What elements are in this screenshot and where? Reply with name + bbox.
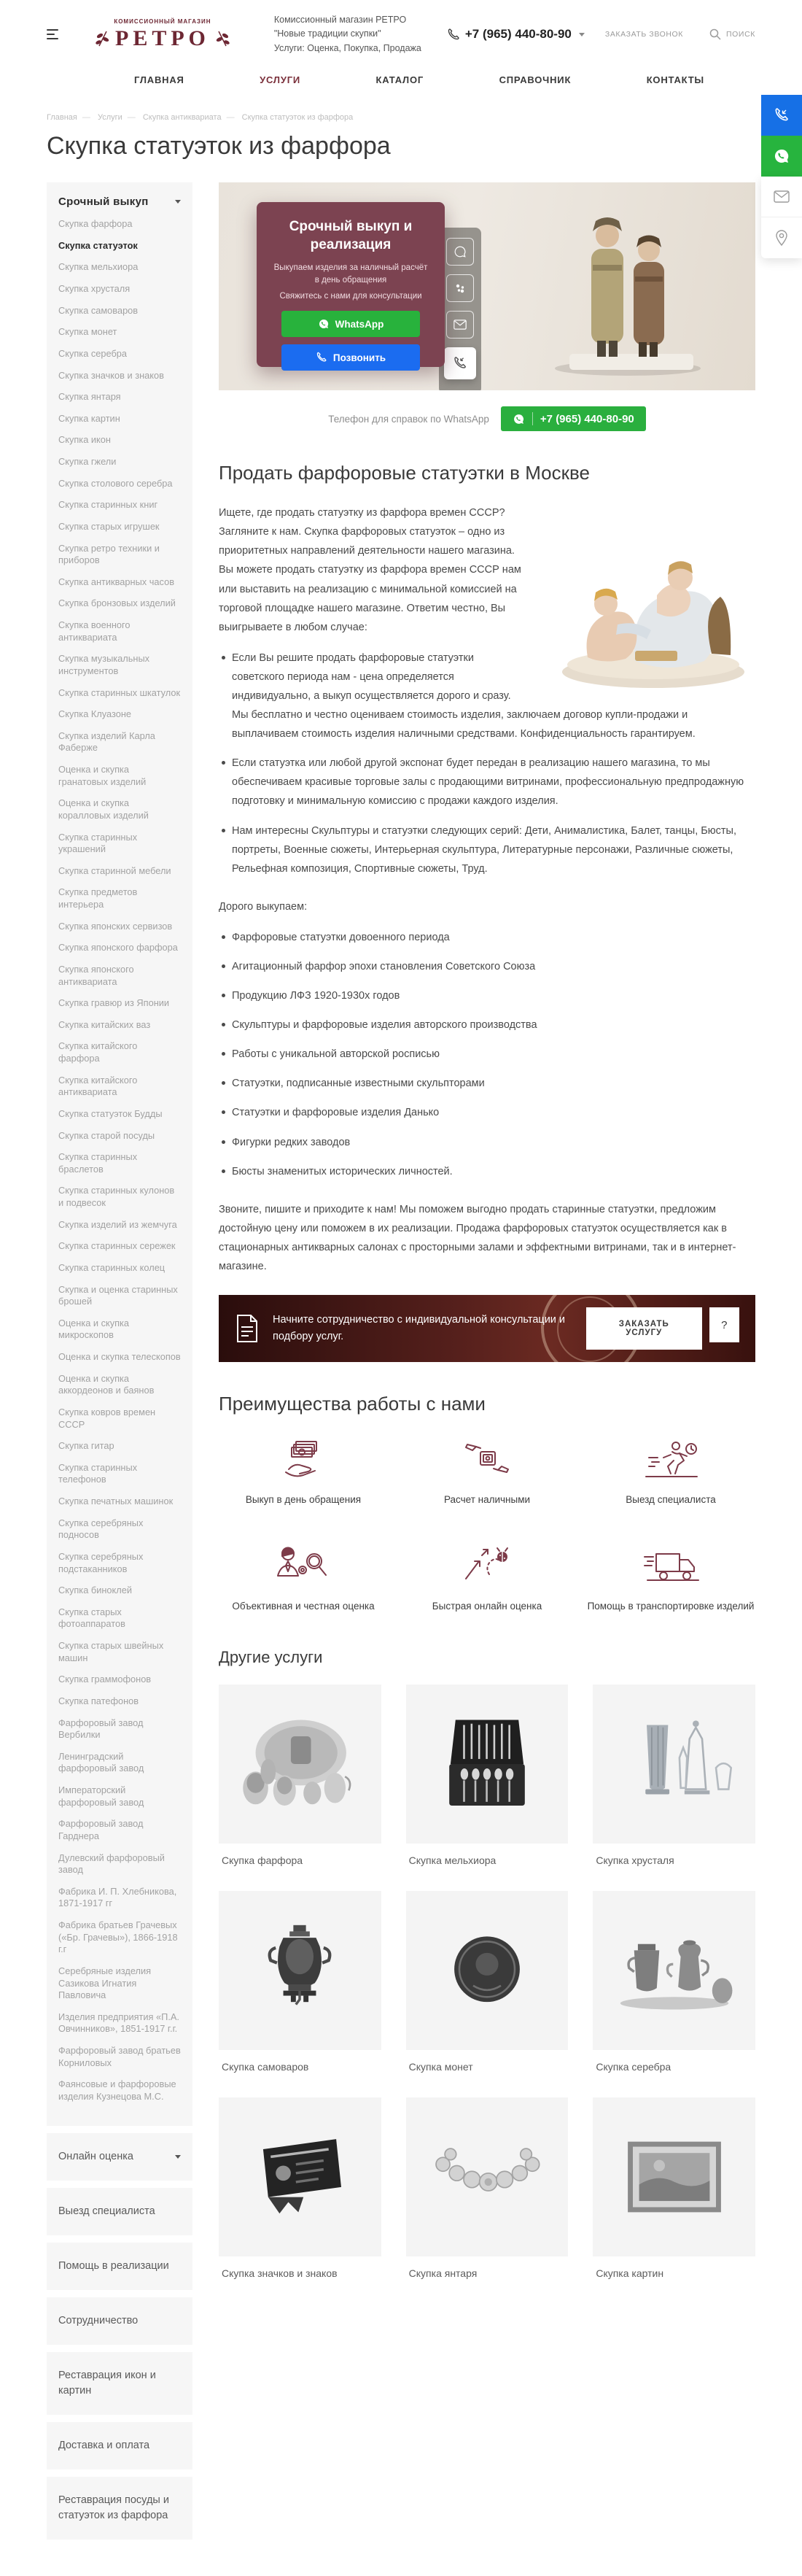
sidebar-item[interactable]: Ленинградский фарфоровый завод [58,1750,144,1774]
buy-list-item: Бюсты знаменитых исторических личностей. [219,1162,755,1181]
service-caption: Скупка значков и знаков [222,2267,338,2279]
page-title: Скупка статуэток из фарфора [47,132,391,160]
arrow-growth-bug-icon [460,1545,514,1587]
sidebar-item[interactable]: Скупка предметов интерьера [58,886,138,910]
breadcrumb-current: Скупка статуэток из фарфора [241,113,354,123]
phone-icon [448,28,459,40]
sidebar-item[interactable]: Дулевский фарфоровый завод [58,1852,165,1876]
sidebar-item[interactable]: Скупка изделий из жемчуга [58,1218,177,1230]
nav-item-spravochnik[interactable]: СПРАВОЧНИК [499,74,572,86]
service-card-silver[interactable] [593,1891,755,2073]
sidebar-item[interactable]: Скупка Клуазоне [58,708,132,720]
article-intro: Ищете, где продать статуэтку из фарфора времен СССР? Загляните к нам. Скупка фарфоровых статуэток – одно из приоритетных направлений деятельности нашего магазина. Вы можете продать статуэтку из фарфора времен СССР нам или выставить на реализацию с минимальной комиссией на торговой площадке нашего магазине. Ответим честно, Вы выигрываете в любом случае: [219,507,521,633]
cta-banner [219,1295,755,1362]
breadcrumb-services[interactable]: Услуги [97,113,122,123]
hero-title: Срочный выкуп и реализация [289,219,413,252]
buy-list-item: Агитационный фарфор эпохи становления Советского Союза [219,957,755,976]
sidebar-item[interactable]: Скупка военного антиквариата [58,619,131,643]
sidebar-item[interactable]: Скупка серебряных подносов [58,1517,144,1541]
article-bullet: Нам интересны Скульптуры и статуэтки следующих серий: Дети, Анималистика, Балет, танцы, Бюсты, портреты, Военные сюжеты, Интерьерная скульптура, Литературные персонажи, Различные сюжеты, Рельефная композиция, Спортивные сюжеты, Труд. [219,821,755,878]
amber-necklace-image [418,2122,556,2232]
benefit-honest-appraisal: Объективная и честная оценка [219,1541,388,1614]
sidebar-item[interactable]: Скупка мельхиора [58,261,139,273]
cash-exchange-icon [462,1439,513,1481]
service-caption: Скупка самоваров [222,2060,309,2073]
site-header [0,0,802,85]
sidebar-item[interactable]: Скупка японских сервизов [58,920,173,932]
buy-list-item: Статуэтки, подписанные известными скульпторами [219,1074,755,1093]
logo-subtitle: КОМИССИОННЫЙ МАГАЗИН [114,18,211,25]
sidebar-item[interactable]: Скупка старых фотоаппаратов [58,1606,125,1630]
services-grid [219,1685,755,2279]
sidebar-list [58,218,181,2103]
sidebar-item[interactable]: Скупка старинных кулонов и подвесок [58,1185,175,1208]
search-label: ПОИСК [726,30,755,39]
search-icon [709,28,721,40]
hero-subtitle: Выкупаем изделия за наличный расчёт в день обращения [273,263,428,285]
service-caption: Скупка хрусталя [596,1854,674,1866]
silver-set-image [605,1916,744,2025]
collapse-toggle-icon[interactable] [175,2155,181,2159]
collapse-toggle-icon[interactable] [175,200,181,204]
order-call-link[interactable]: ЗАКАЗАТЬ ЗВОНОК [604,30,684,39]
sidebar-item[interactable]: Оценка и скупка гранатовых изделий [58,764,147,787]
service-caption: Скупка фарфора [222,1854,303,1866]
services-heading: Другие услуги [219,1647,323,1666]
hero-whatsapp-button[interactable]: WhatsApp [281,311,420,337]
service-caption: Скупка серебра [596,2060,671,2073]
sidebar-item[interactable]: Скупка столового серебра [58,477,173,489]
buy-list-item: Статуэтки и фарфоровые изделия Данько [219,1103,755,1122]
benefit-transport-help: Помощь в транспортировке изделий [586,1541,755,1614]
whatsapp-icon [513,413,525,425]
header-tagline: Комиссионный магазин РЕТРО "Новые традиции скупки" Услуги: Оценка, Покупка, Продажа [273,15,421,53]
sidebar-item[interactable]: Скупка самоваров [58,304,139,316]
article-heading: Продать фарфоровые статуэтки в Москве [219,462,590,484]
sidebar-item-pomosh[interactable]: Помощь в реализации [47,2243,192,2290]
logo-text: РЕТРО [115,26,210,50]
sidebar-section-urgent-buyout[interactable]: Срочный выкуп [58,196,181,208]
sidebar-item[interactable]: Скупка китайского фарфора [58,1040,138,1064]
sidebar-item[interactable]: Скупка монет [58,326,117,338]
sidebar-item[interactable]: Скупка икон [58,434,111,446]
article-body [219,503,755,1276]
sidebar-item[interactable]: Императорский фарфоровый завод [58,1784,144,1808]
sidebar-item[interactable]: Изделия предприятия «П.А. Овчинников», 1851-1917 г.г. [58,2011,179,2035]
running-person-clock-icon [642,1439,700,1481]
nav-item-glavnaya[interactable]: ГЛАВНАЯ [134,74,184,86]
header-phone[interactable] [448,27,585,42]
sidebar-item[interactable]: Скупка старинных колец [58,1261,166,1273]
sidebar-item[interactable]: Оценка и скупка телескопов [58,1351,181,1362]
service-card-melchior[interactable] [406,1685,569,1866]
whatsapp-icon [773,147,790,165]
sidebar-item-vyezd[interactable]: Выезд специалиста [47,2188,192,2235]
breadcrumb-home[interactable]: Главная [47,113,77,123]
sidebar-item[interactable]: Фабрика братьев Грачевых («Бр. Грачевы»), 1866-1918 г.г [58,1919,178,1955]
mail-icon [774,190,790,203]
hero-panel [257,202,445,367]
mail-icon[interactable] [446,311,474,339]
appraiser-magnifier-icon [275,1545,332,1587]
benefit-cash-payment: Расчет наличными [402,1434,572,1507]
breadcrumb: Главная — Услуги — Скупка антиквариата — Скупка статуэток из фарфора [47,113,354,123]
breadcrumb-antiques[interactable]: Скупка антиквариата [142,113,222,123]
sidebar-item-sotrudnichestvo[interactable]: Сотрудничество [47,2297,192,2345]
sidebar-item[interactable]: Скупка статуэток [58,239,138,251]
service-caption: Скупка мельхиора [408,1854,497,1866]
sidebar-item[interactable]: Скупка старинных украшений [58,831,138,855]
buy-list-item: Работы с уникальной авторской росписью [219,1045,755,1064]
buy-list-item: Фарфоровые статуэтки довоенного периода [219,928,755,947]
floating-contact-stack [761,95,802,258]
buy-list-item: Продукцию ЛФЗ 1920-1930х годов [219,986,755,1005]
whatsapp-phone-number: +7 (965) 440-80-90 [540,412,634,425]
sidebar-item[interactable]: Фарфоровый завод братьев Корниловых [58,2045,181,2068]
truck-icon [640,1545,701,1587]
logo[interactable] [95,18,230,51]
sidebar-item[interactable]: Скупка граммофонов [58,1674,152,1685]
sidebar-item[interactable]: Скупка патефонов [58,1695,139,1706]
service-card-coins[interactable] [406,1891,569,2073]
sidebar-item[interactable]: Скупка старинных сережек [58,1240,176,1252]
porcelain-set-image [230,1709,369,1819]
sidebar-item[interactable]: Скупка картин [58,412,120,424]
benefit-specialist-visit: Выезд специалиста [586,1434,755,1507]
help-button[interactable]: ? [709,1307,739,1342]
benefit-fast-online-appraisal: Быстрая онлайн оценка [402,1541,572,1614]
sidebar-item[interactable]: Скупка китайских ваз [58,1018,151,1030]
sidebar-item[interactable]: Скупка старинных шкатулок [58,686,181,698]
sidebar-item[interactable]: Скупка значков и знаков [58,369,164,381]
menu-hamburger-icon[interactable] [47,29,61,39]
sidebar-item[interactable]: Фарфоровый завод Гарднера [58,1818,144,1841]
email-button[interactable] [761,177,802,217]
sidebar-item[interactable]: Скупка старой посуды [58,1129,155,1141]
sidebar-item[interactable]: Скупка биноклей [58,1585,133,1596]
benefits-grid [219,1434,755,1614]
hero-contact-toolbar [439,228,481,390]
hero-call-button[interactable]: Позвонить [281,344,420,371]
sidebar-item[interactable]: Скупка старинной мебели [58,865,171,876]
whatsapp-phone-row [219,406,755,431]
sidebar-item[interactable]: Скупка антикварных часов [58,576,175,587]
nav-item-uslugi[interactable]: УСЛУГИ [260,74,301,86]
sidebar-item[interactable]: Скупка гитар [58,1440,114,1452]
whatsapp-button[interactable] [761,136,802,177]
viber-icon[interactable] [446,274,474,302]
hero-figurines-image [540,195,715,377]
sidebar-item[interactable]: Скупка ретро техники и приборов [58,542,160,566]
article-bullet-list [219,649,755,878]
sidebar-item[interactable]: Фаянсовые и фарфоровые изделия Кузнецова М.С. [58,2078,176,2102]
callback-button[interactable] [761,95,802,136]
sidebar-item[interactable]: Скупка печатных машинок [58,1496,174,1506]
buy-list-item: Скульптуры и фарфоровые изделия авторского производства [219,1016,755,1034]
sidebar-item[interactable]: Скупка старинных браслетов [58,1151,138,1175]
sidebar-item[interactable]: Скупка серебра [58,347,128,359]
main-nav [47,55,755,85]
sidebar-item[interactable]: Скупка старых швейных машин [58,1640,164,1663]
whatsapp-icon [318,318,330,330]
service-caption: Скупка монет [408,2060,473,2073]
cta-text: Начните сотрудничество с индивидуальной консультации и подбору услуг. [273,1313,566,1343]
sidebar-item[interactable]: Серебряные изделия Сазикова Игнатия Павловича [58,1965,152,2001]
sidebar-item-restavraciya-ikon[interactable]: Реставрация икон и картин [47,2352,192,2415]
badges-image [230,2122,369,2232]
search-button[interactable] [709,28,755,40]
sidebar-item[interactable]: Скупка гжели [58,456,117,467]
sidebar-item[interactable]: Скупка бронзовых изделий [58,597,176,609]
sidebar-item[interactable]: Оценка и скупка микроскопов [58,1317,130,1341]
service-card-amber[interactable] [406,2097,569,2279]
sidebar-item[interactable]: Скупка изделий Карла Фаберже [58,730,155,754]
service-caption: Скупка картин [596,2267,664,2279]
benefits-heading: Преимущества работы с нами [219,1393,486,1415]
painting-image [605,2122,744,2232]
service-card-crystal[interactable] [593,1685,755,1866]
article-bullet: Если статуэтка или любой другой экспонат будет передан в реализацию нашего магазина, то мы обеспечиваем красивые торговые залы с продающими витринами, профессиональную предпродажную подготовку и минимальную комиссию с продажи каждого изделия. [219,754,755,811]
order-service-button[interactable]: ЗАКАЗАТЬ УСЛУГУ [586,1307,702,1350]
money-hand-icon [280,1439,327,1481]
sidebar [47,182,192,2547]
service-card-porcelain[interactable] [219,1685,381,1866]
article-bullet: Если Вы решите продать фарфоровые статуэтки советского периода нам - цена определяется индивидуально, а выкуп осуществляется дорого и сразу. Мы бесплатно и честно оцениваем стоимость изделия, заключаем договор купли-продажи и выплачиваем стоимость изделия наличными средствами. Конфиденциальность гарантируем. [219,649,755,743]
sidebar-item-online-ocenka[interactable]: Онлайн оценка [47,2133,192,2181]
hero-note: Свяжитесь с нами для консультации [279,292,422,301]
sidebar-item[interactable]: Оценка и скупка коралловых изделий [58,797,149,821]
callback-phone-icon [774,107,790,123]
service-card-badges[interactable] [219,2097,381,2279]
location-button[interactable] [761,217,802,258]
sidebar-item-dostavka[interactable]: Доставка и оплата [47,2422,192,2469]
map-pin-icon [775,230,788,246]
hero-banner [219,182,755,390]
crystal-glass-image [605,1709,744,1819]
sidebar-item[interactable]: Скупка ковров времен СССР [58,1406,156,1430]
sidebar-item[interactable]: Скупка гравюр из Японии [58,997,170,1009]
sidebar-item[interactable]: Скупка старых игрушек [58,520,160,532]
sidebar-item-restavraciya-posudy[interactable]: Реставрация посуды и статуэток из фарфора [47,2477,192,2540]
whatsapp-icon[interactable] [446,238,474,266]
sidebar-item[interactable]: Скупка старинных книг [58,499,158,511]
sidebar-item[interactable]: Оценка и скупка аккордеонов и баянов [58,1372,155,1396]
whatsapp-phone-button[interactable] [501,406,646,431]
sidebar-item[interactable]: Скупка статуэток Будды [58,1107,163,1119]
callback-phone-icon[interactable] [444,347,476,379]
sidebar-item[interactable]: Фабрика И. П. Хлебникова, 1871-1917 гг [58,1885,177,1909]
sidebar-item[interactable]: Фарфоровый завод Вербилки [58,1717,144,1741]
sidebar-item[interactable]: Скупка старинных телефонов [58,1461,138,1485]
benefit-same-day-buyout: Выкуп в день обращения [219,1434,388,1507]
document-icon [235,1314,260,1343]
phone-icon [316,352,327,363]
sidebar-item[interactable]: Скупка японского антиквариата [58,963,134,987]
nav-item-kontakty[interactable]: КОНТАКТЫ [646,74,704,86]
buy-heading: Дорого выкупаем: [219,900,308,913]
whatsapp-phone-label: Телефон для справок по WhatsApp [328,413,489,425]
sidebar-item[interactable]: Скупка японского фарфора [58,942,178,954]
service-card-paintings[interactable] [593,2097,755,2279]
sidebar-item[interactable]: Скупка янтаря [58,391,121,403]
service-caption: Скупка янтаря [408,2267,478,2279]
buy-list-item: Фигурки редких заводов [219,1133,755,1152]
sidebar-item[interactable]: Скупка и оценка старинных брошей [58,1283,178,1307]
samovar-image [230,1916,369,2025]
sidebar-item[interactable]: Скупка музыкальных инструментов [58,653,150,676]
logo-sprig-left-icon [95,30,111,47]
sidebar-item[interactable]: Скупка хрусталя [58,283,131,294]
sidebar-item[interactable]: Скупка серебряных подстаканников [58,1550,144,1574]
service-card-samovar[interactable] [219,1891,381,2073]
cutlery-set-image [418,1709,556,1819]
sidebar-item[interactable]: Скупка китайского антиквариата [58,1074,138,1098]
header-phone-number: +7 (965) 440-80-90 [464,27,572,42]
coin-image [418,1916,556,2025]
nav-item-katalog[interactable]: КАТАЛОГ [375,74,424,86]
sidebar-item[interactable]: Скупка фарфора [58,218,133,230]
chevron-down-icon [579,33,585,36]
article-outro: Звоните, пишите и приходите к нам! Мы поможем выгодно продать старинные статуэтки, предложим достойную цену или поможем в их реализации. Продажа фарфоровых статуэток осуществляется как в стационарных антикварных салонах с просторными залами и эффектными витринами, так и в интернет-магазине. [219,1203,736,1273]
buy-list [219,928,755,1181]
logo-sprig-right-icon [214,30,230,47]
